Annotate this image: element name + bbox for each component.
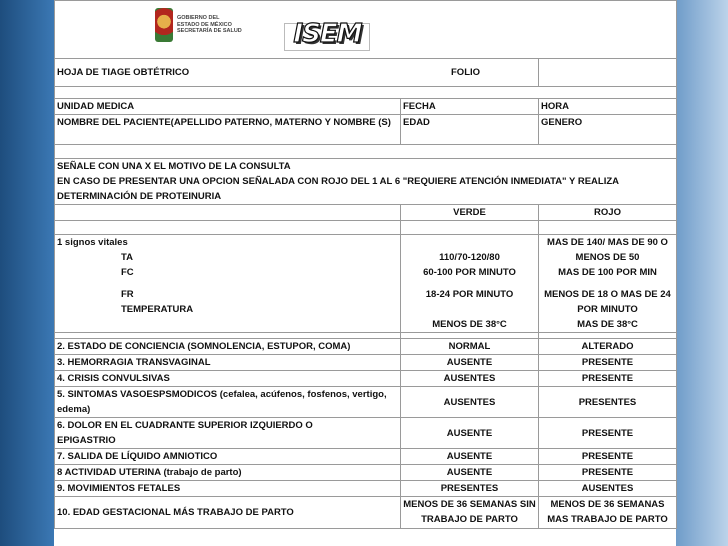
spacer-cell	[55, 87, 677, 99]
item-row-9	[55, 481, 677, 497]
item-6-verde[interactable]: AUSENTE	[401, 418, 539, 449]
fecha-field[interactable]: FECHA	[401, 99, 539, 115]
item-9-verde[interactable]: PRESENTES	[401, 481, 539, 497]
instruction-line-2: EN CASO DE PRESENTAR UNA OPCION SEÑALADA CON ROJO DEL 1 AL 6 "REQUIERE ATENCIÓN INMEDIATA" Y REALIZA DETERMINACIÓN DE PROTEINURIA	[57, 176, 619, 202]
item-7-rojo[interactable]: PRESENTE	[539, 449, 677, 465]
triage-table	[54, 0, 677, 529]
item-2-rojo[interactable]: ALTERADO	[539, 339, 677, 355]
item-6-label[interactable]: 6. DOLOR EN EL CUADRANTE SUPERIOR IZQUIERDO O EPIGASTRIO	[55, 418, 401, 449]
vitals-rojo[interactable]	[539, 235, 677, 333]
instructions-row	[55, 159, 677, 205]
folio-text: FOLIO	[451, 67, 481, 78]
item-8-rojo[interactable]: PRESENTE	[539, 465, 677, 481]
item-3-rojo[interactable]: PRESENTE	[539, 355, 677, 371]
gobierno-logo-text	[177, 15, 242, 35]
item-3-verde[interactable]: AUSENTE	[401, 355, 539, 371]
instructions-cell	[55, 159, 677, 205]
item-9-label[interactable]: 9. MOVIMIENTOS FETALES	[55, 481, 401, 497]
ta-rojo: MENOS DE 50	[575, 252, 640, 263]
form-title: HOJA DE TIAGE OBTÉTRICO	[55, 59, 539, 87]
title-row	[55, 59, 677, 87]
isem-logo-text: ISEM	[293, 19, 362, 49]
spacer-row-3	[55, 221, 677, 235]
instruction-line-1: SEÑALE CON UNA X EL MOTIVO DE LA CONSULTA	[57, 161, 291, 172]
item-2-verde[interactable]: NORMAL	[401, 339, 539, 355]
item-5-rojo[interactable]: PRESENTES	[539, 387, 677, 418]
spacer-3a	[55, 221, 401, 235]
temp-verde: MENOS DE 38°C	[432, 319, 507, 330]
fc-verde: 60-100 POR MINUTO	[423, 267, 516, 278]
fr-rojo: MENOS DE 18 O MAS DE 24 POR MINUTO	[544, 289, 671, 315]
temp-rojo: MAS DE 38°C	[577, 319, 638, 330]
spacer-3b	[401, 221, 539, 235]
item-row-5	[55, 387, 677, 418]
logo-cell	[55, 1, 677, 59]
item-5-verde[interactable]: AUSENTES	[401, 387, 539, 418]
unidad-medica-field[interactable]: UNIDAD MEDICA	[55, 99, 401, 115]
item-row-7	[55, 449, 677, 465]
item-4-rojo[interactable]: PRESENTE	[539, 371, 677, 387]
item-6-rojo[interactable]: PRESENTE	[539, 418, 677, 449]
left-decor-strip	[0, 0, 54, 546]
rojo-header: ROJO	[539, 205, 677, 221]
unidad-row	[55, 99, 677, 115]
item-10-verde[interactable]: MENOS DE 36 SEMANAS SIN TRABAJO DE PARTO	[401, 497, 539, 529]
item-row-8	[55, 465, 677, 481]
item-8-label[interactable]: 8 ACTIVIDAD UTERINA (trabajo de parto)	[55, 465, 401, 481]
item-row-6	[55, 418, 677, 449]
nombre-row	[55, 115, 677, 145]
vitals-row	[55, 235, 677, 333]
item-row-4	[55, 371, 677, 387]
spacer-row	[55, 87, 677, 99]
item-row-3	[55, 355, 677, 371]
spacer-row-2	[55, 145, 677, 159]
fc-rojo: MAS DE 100 POR MIN	[558, 267, 657, 278]
ta-verde: 110/70-120/80	[439, 252, 500, 263]
genero-field[interactable]: GENERO	[539, 115, 677, 145]
gob-line-1: GOBIERNO DEL	[177, 15, 220, 22]
item-10-label[interactable]: 10. EDAD GESTACIONAL MÁS TRABAJO DE PARTO	[55, 497, 401, 529]
state-seal-icon	[155, 8, 173, 42]
ta-rojo-top: MAS DE 140/ MAS DE 90 O	[547, 237, 668, 248]
gobierno-logo	[155, 8, 242, 42]
folio-label[interactable]	[451, 59, 677, 87]
item-3-label[interactable]: 3. HEMORRAGIA TRANSVAGINAL	[55, 355, 401, 371]
item-row-10	[55, 497, 677, 529]
vitals-title: 1 signos vitales	[57, 237, 128, 248]
nombre-paciente-field[interactable]: NOMBRE DEL PACIENTE(APELLIDO PATERNO, MATERNO Y NOMBRE (S)	[55, 115, 401, 145]
fr-label: FR	[121, 289, 134, 300]
logo-row	[55, 1, 677, 59]
item-2-label[interactable]: 2. ESTADO DE CONCIENCIA (SOMNOLENCIA, ESTUPOR, COMA)	[55, 339, 401, 355]
item-9-rojo[interactable]: AUSENTES	[539, 481, 677, 497]
ta-label: TA	[121, 252, 133, 263]
item-row-2	[55, 339, 677, 355]
spacer-cell-2	[55, 145, 677, 159]
triage-sheet	[54, 0, 676, 546]
vitals-labels[interactable]	[55, 235, 401, 333]
gob-line-3: SECRETARÍA DE SALUD	[177, 28, 242, 35]
right-decor-strip	[676, 0, 728, 546]
isem-logo	[284, 19, 370, 51]
hora-field[interactable]: HORA	[539, 99, 677, 115]
item-4-label[interactable]: 4. CRISIS CONVULSIVAS	[55, 371, 401, 387]
item-5-label[interactable]: 5. SINTOMAS VASOESPSMODICOS (cefalea, acúfenos, fosfenos, vertigo, edema)	[55, 387, 401, 418]
vitals-verde[interactable]	[401, 235, 539, 333]
temp-label: TEMPERATURA	[121, 304, 194, 315]
fc-label: FC	[121, 267, 134, 278]
column-header-blank	[55, 205, 401, 221]
spacer-3c	[539, 221, 677, 235]
gob-line-2: ESTADO DE MÉXICO	[177, 21, 232, 28]
fr-verde: 18-24 POR MINUTO	[425, 289, 514, 300]
item-8-verde[interactable]: AUSENTE	[401, 465, 539, 481]
column-header-row	[55, 205, 677, 221]
item-4-verde[interactable]: AUSENTES	[401, 371, 539, 387]
verde-header: VERDE	[401, 205, 539, 221]
item-7-verde[interactable]: AUSENTE	[401, 449, 539, 465]
edad-field[interactable]: EDAD	[401, 115, 539, 145]
item-7-label[interactable]: 7. SALIDA DE LÍQUIDO AMNIOTICO	[55, 449, 401, 465]
item-10-rojo[interactable]: MENOS DE 36 SEMANAS MAS TRABAJO DE PARTO	[539, 497, 677, 529]
